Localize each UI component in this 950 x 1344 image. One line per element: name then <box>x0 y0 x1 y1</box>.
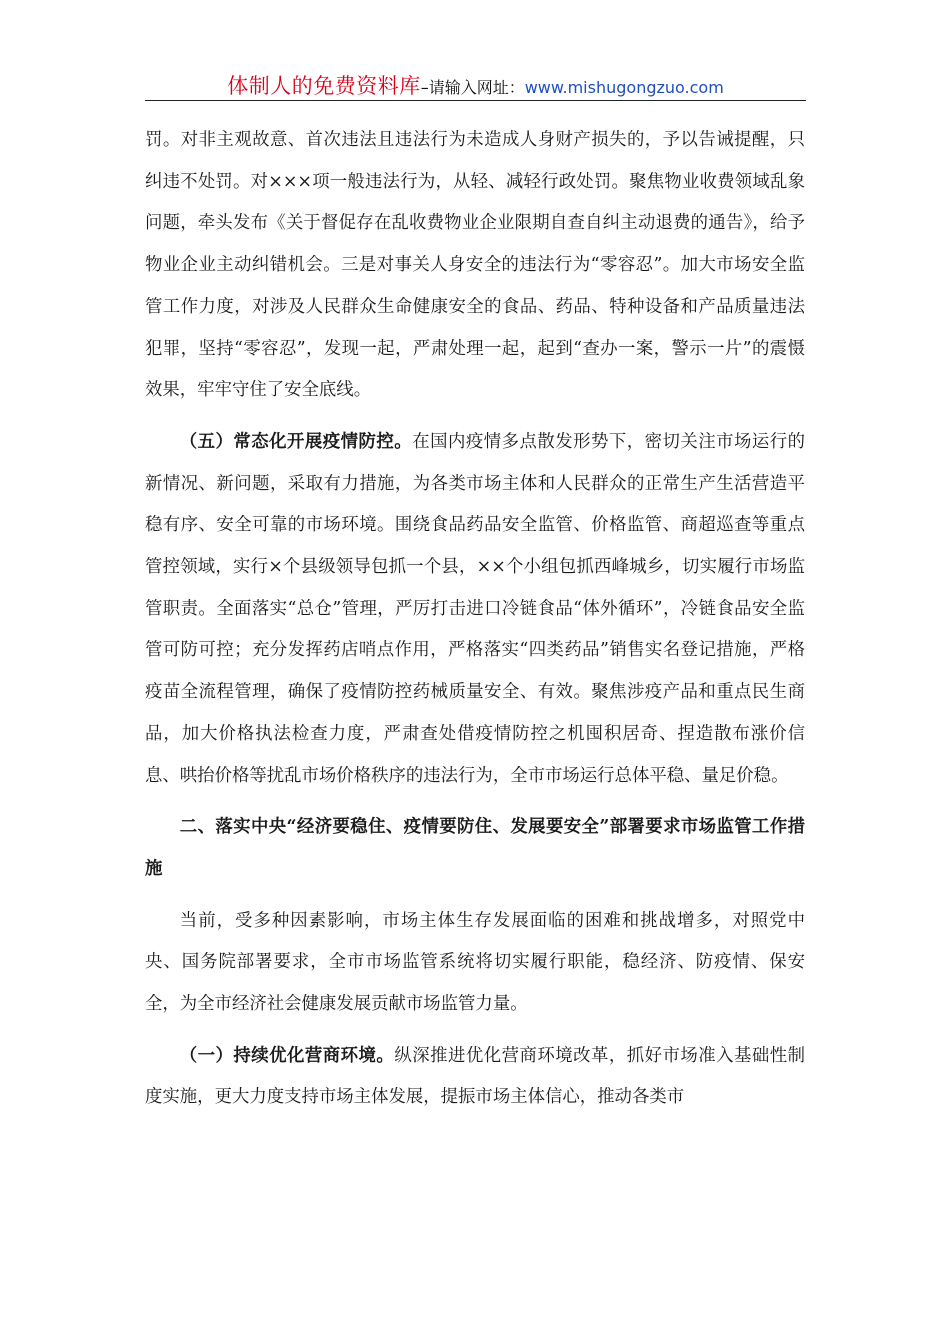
paragraph-section-5 <box>145 422 805 797</box>
heading-text: 二、落实中央“经济要稳住、疫情要防住、发展要安全”部署要求市场监管工作措施 <box>145 817 805 879</box>
header-url[interactable]: www.mishugongzuo.com <box>524 78 724 97</box>
paragraph-text: 纵深推进优化营商环境改革，抓好市场准入基础性制度实施，更大力度支持市场主体发展，提振市场主体信心，推动各类市 <box>145 1045 805 1108</box>
paragraph-text: 当前，受多种因素影响，市场主体生存发展面临的困难和挑战增多，对照党中央、国务院部署要求，全市市场监管系统将切实履行职能，稳经济、防疫情、保安全，为全市经济社会健康发展贡献市场监管力量。 <box>145 910 805 1015</box>
page-header <box>145 70 806 101</box>
paragraph-text: 在国内疫情多点散发形势下，密切关注市场运行的新情况、新问题，采取有力措施，为各类市场主体和人民群众的正常生产生活营造平稳有序、安全可靠的市场环境。围绕食品药品安全监管、价格监管、商超巡查等重点管控领域，实行×个县级领导包抓一个县，××个小组包抓西峰城乡，切实履行市场监管职责。全面落实“总仓”管理，严厉打击进口冷链食品“体外循环”，冷链食品安全监管可防可控；充分发挥药店哨点作用，严格落实“四类药品”销售实名登记措施，严格疫苗全流程管理，确保了疫情防控药械质量安全、有效。聚焦涉疫产品和重点民生商品，加大价格执法检查力度，严肃查处借疫情防控之机囤积居奇、捏造散布涨价信息、哄抬价格等扰乱市场价格秩序的违法行为，全市市场运行总体平稳、量足价稳。 <box>145 431 805 786</box>
paragraph-lead: （一）持续优化营商环境。 <box>179 1045 395 1066</box>
paragraph-continuation <box>145 120 805 412</box>
paragraph-intro <box>145 901 805 1026</box>
document-body <box>145 120 805 1129</box>
paragraph-lead: （五）常态化开展疫情防控。 <box>179 431 413 452</box>
header-brand: 体制人的免费资料库 <box>227 74 421 98</box>
header-prompt: –请输入网址： <box>420 78 525 97</box>
paragraph-section-1 <box>145 1036 805 1119</box>
section-heading-2 <box>145 807 805 890</box>
paragraph-text: 罚。对非主观故意、首次违法且违法行为未造成人身财产损失的，予以告诫提醒，只纠违不处罚。对×××项一般违法行为，从轻、减轻行政处罚。聚焦物业收费领域乱象问题，牵头发布《关于督促存在乱收费物业企业限期自查自纠主动退费的通告》，给予物业企业主动纠错机会。三是对事关人身安全的违法行为“零容忍”。加大市场安全监管工作力度，对涉及人民群众生命健康安全的食品、药品、特种设备和产品质量违法犯罪，坚持“零容忍”，发现一起，严肃处理一起，起到“查办一案，警示一片”的震慑效果，牢牢守住了安全底线。 <box>145 130 805 401</box>
